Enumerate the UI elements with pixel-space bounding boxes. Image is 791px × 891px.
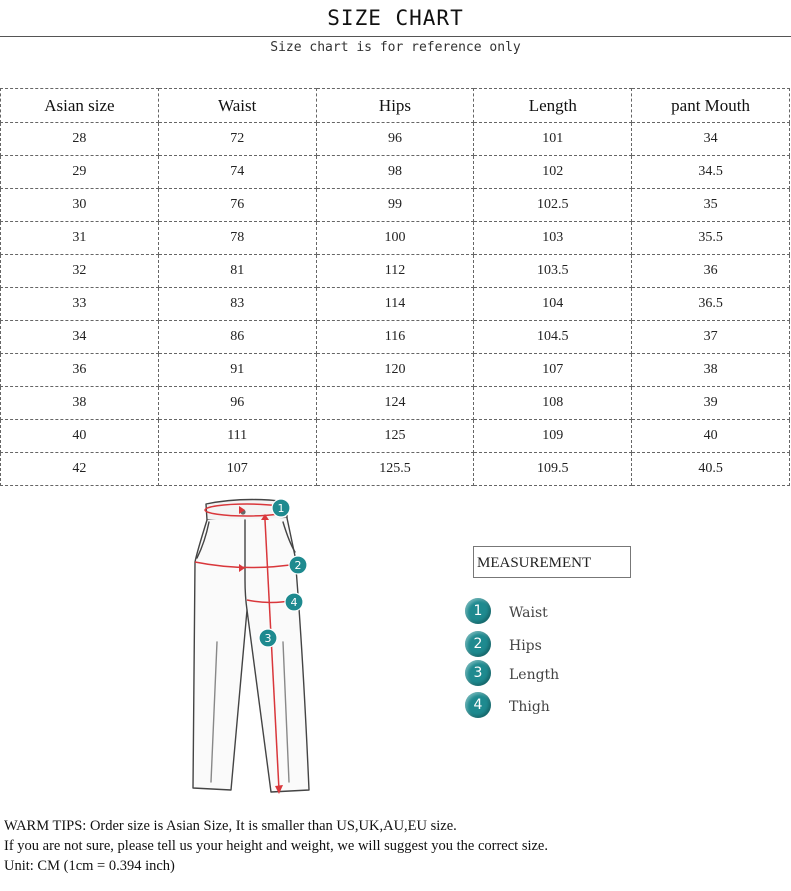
marker-4-label: 4 (290, 596, 298, 609)
cell-pant-mouth: 39 (632, 387, 790, 420)
cell-waist: 86 (158, 321, 316, 354)
cell-pant-mouth: 34 (632, 123, 790, 156)
table-row (1, 156, 790, 189)
cell-length: 103.5 (474, 255, 632, 288)
cell-asian-size: 30 (1, 189, 159, 222)
cell-pant-mouth: 40 (632, 420, 790, 453)
cell-hips: 112 (316, 255, 474, 288)
legend-label-thigh: Thigh (509, 699, 550, 715)
legend-number-1: 1 (465, 598, 491, 624)
cell-waist: 81 (158, 255, 316, 288)
table-row (1, 321, 790, 354)
cell-hips: 124 (316, 387, 474, 420)
cell-hips: 116 (316, 321, 474, 354)
legend-number-3: 3 (465, 660, 491, 686)
page-subtitle: Size chart is for reference only (270, 40, 521, 55)
legend-label-waist: Waist (509, 605, 548, 621)
cell-asian-size: 38 (1, 387, 159, 420)
table-row (1, 288, 790, 321)
table-row (1, 420, 790, 453)
cell-hips: 98 (316, 156, 474, 189)
cell-waist: 96 (158, 387, 316, 420)
cell-pant-mouth: 34.5 (632, 156, 790, 189)
pants-diagram (175, 492, 335, 804)
table-row (1, 354, 790, 387)
tips-line-1: WARM TIPS: Order size is Asian Size, It is smaller than US,UK,AU,EU size. (4, 818, 457, 834)
cell-waist: 76 (158, 189, 316, 222)
legend-item-length (465, 660, 665, 686)
cell-length: 104 (474, 288, 632, 321)
cell-pant-mouth: 37 (632, 321, 790, 354)
header-asian-size: Asian size (1, 89, 159, 123)
tips-line-2: If you are not sure, please tell us your height and weight, we will suggest you the correct size. (4, 838, 548, 854)
cell-waist: 111 (158, 420, 316, 453)
header-hips: Hips (316, 89, 474, 123)
warm-tips (4, 816, 784, 876)
marker-2-label: 2 (294, 559, 302, 572)
cell-hips: 120 (316, 354, 474, 387)
cell-length: 101 (474, 123, 632, 156)
cell-waist: 72 (158, 123, 316, 156)
header-waist: Waist (158, 89, 316, 123)
legend-item-waist (465, 598, 665, 624)
title-divider (0, 36, 791, 37)
tips-line-3: Unit: CM (1cm = 0.394 inch) (4, 858, 175, 874)
cell-pant-mouth: 36 (632, 255, 790, 288)
cell-pant-mouth: 40.5 (632, 453, 790, 486)
size-table (0, 88, 790, 486)
measurement-title: MEASUREMENT (473, 546, 631, 578)
cell-length: 109 (474, 420, 632, 453)
cell-hips: 99 (316, 189, 474, 222)
cell-length: 108 (474, 387, 632, 420)
legend-label-length: Length (509, 667, 560, 683)
table-row (1, 387, 790, 420)
cell-asian-size: 42 (1, 453, 159, 486)
cell-waist: 74 (158, 156, 316, 189)
cell-asian-size: 33 (1, 288, 159, 321)
legend-number-4: 4 (465, 692, 491, 718)
table-row (1, 453, 790, 486)
measurement-legend (465, 598, 665, 718)
cell-hips: 96 (316, 123, 474, 156)
table-header-row (1, 89, 790, 123)
header-pant-mouth: pant Mouth (632, 89, 790, 123)
cell-length: 104.5 (474, 321, 632, 354)
cell-asian-size: 29 (1, 156, 159, 189)
table-row (1, 222, 790, 255)
cell-asian-size: 31 (1, 222, 159, 255)
cell-pant-mouth: 36.5 (632, 288, 790, 321)
cell-waist: 91 (158, 354, 316, 387)
cell-waist: 107 (158, 453, 316, 486)
cell-hips: 114 (316, 288, 474, 321)
cell-waist: 83 (158, 288, 316, 321)
cell-length: 103 (474, 222, 632, 255)
legend-item-hips (465, 631, 665, 657)
cell-pant-mouth: 35.5 (632, 222, 790, 255)
cell-asian-size: 36 (1, 354, 159, 387)
page-title: SIZE CHART (327, 6, 464, 30)
marker-3-label: 3 (264, 632, 272, 645)
legend-number-2: 2 (465, 631, 491, 657)
cell-length: 107 (474, 354, 632, 387)
cell-hips: 125 (316, 420, 474, 453)
table-body (1, 123, 790, 486)
cell-hips: 125.5 (316, 453, 474, 486)
cell-asian-size: 32 (1, 255, 159, 288)
cell-pant-mouth: 38 (632, 354, 790, 387)
cell-length: 102.5 (474, 189, 632, 222)
legend-item-thigh (465, 692, 665, 718)
cell-asian-size: 28 (1, 123, 159, 156)
legend-label-hips: Hips (509, 638, 542, 654)
table-row (1, 255, 790, 288)
cell-asian-size: 34 (1, 321, 159, 354)
cell-waist: 78 (158, 222, 316, 255)
header-length: Length (474, 89, 632, 123)
cell-hips: 100 (316, 222, 474, 255)
cell-pant-mouth: 35 (632, 189, 790, 222)
cell-length: 102 (474, 156, 632, 189)
table-row (1, 123, 790, 156)
cell-asian-size: 40 (1, 420, 159, 453)
table-row (1, 189, 790, 222)
marker-1-label: 1 (277, 502, 285, 515)
cell-length: 109.5 (474, 453, 632, 486)
